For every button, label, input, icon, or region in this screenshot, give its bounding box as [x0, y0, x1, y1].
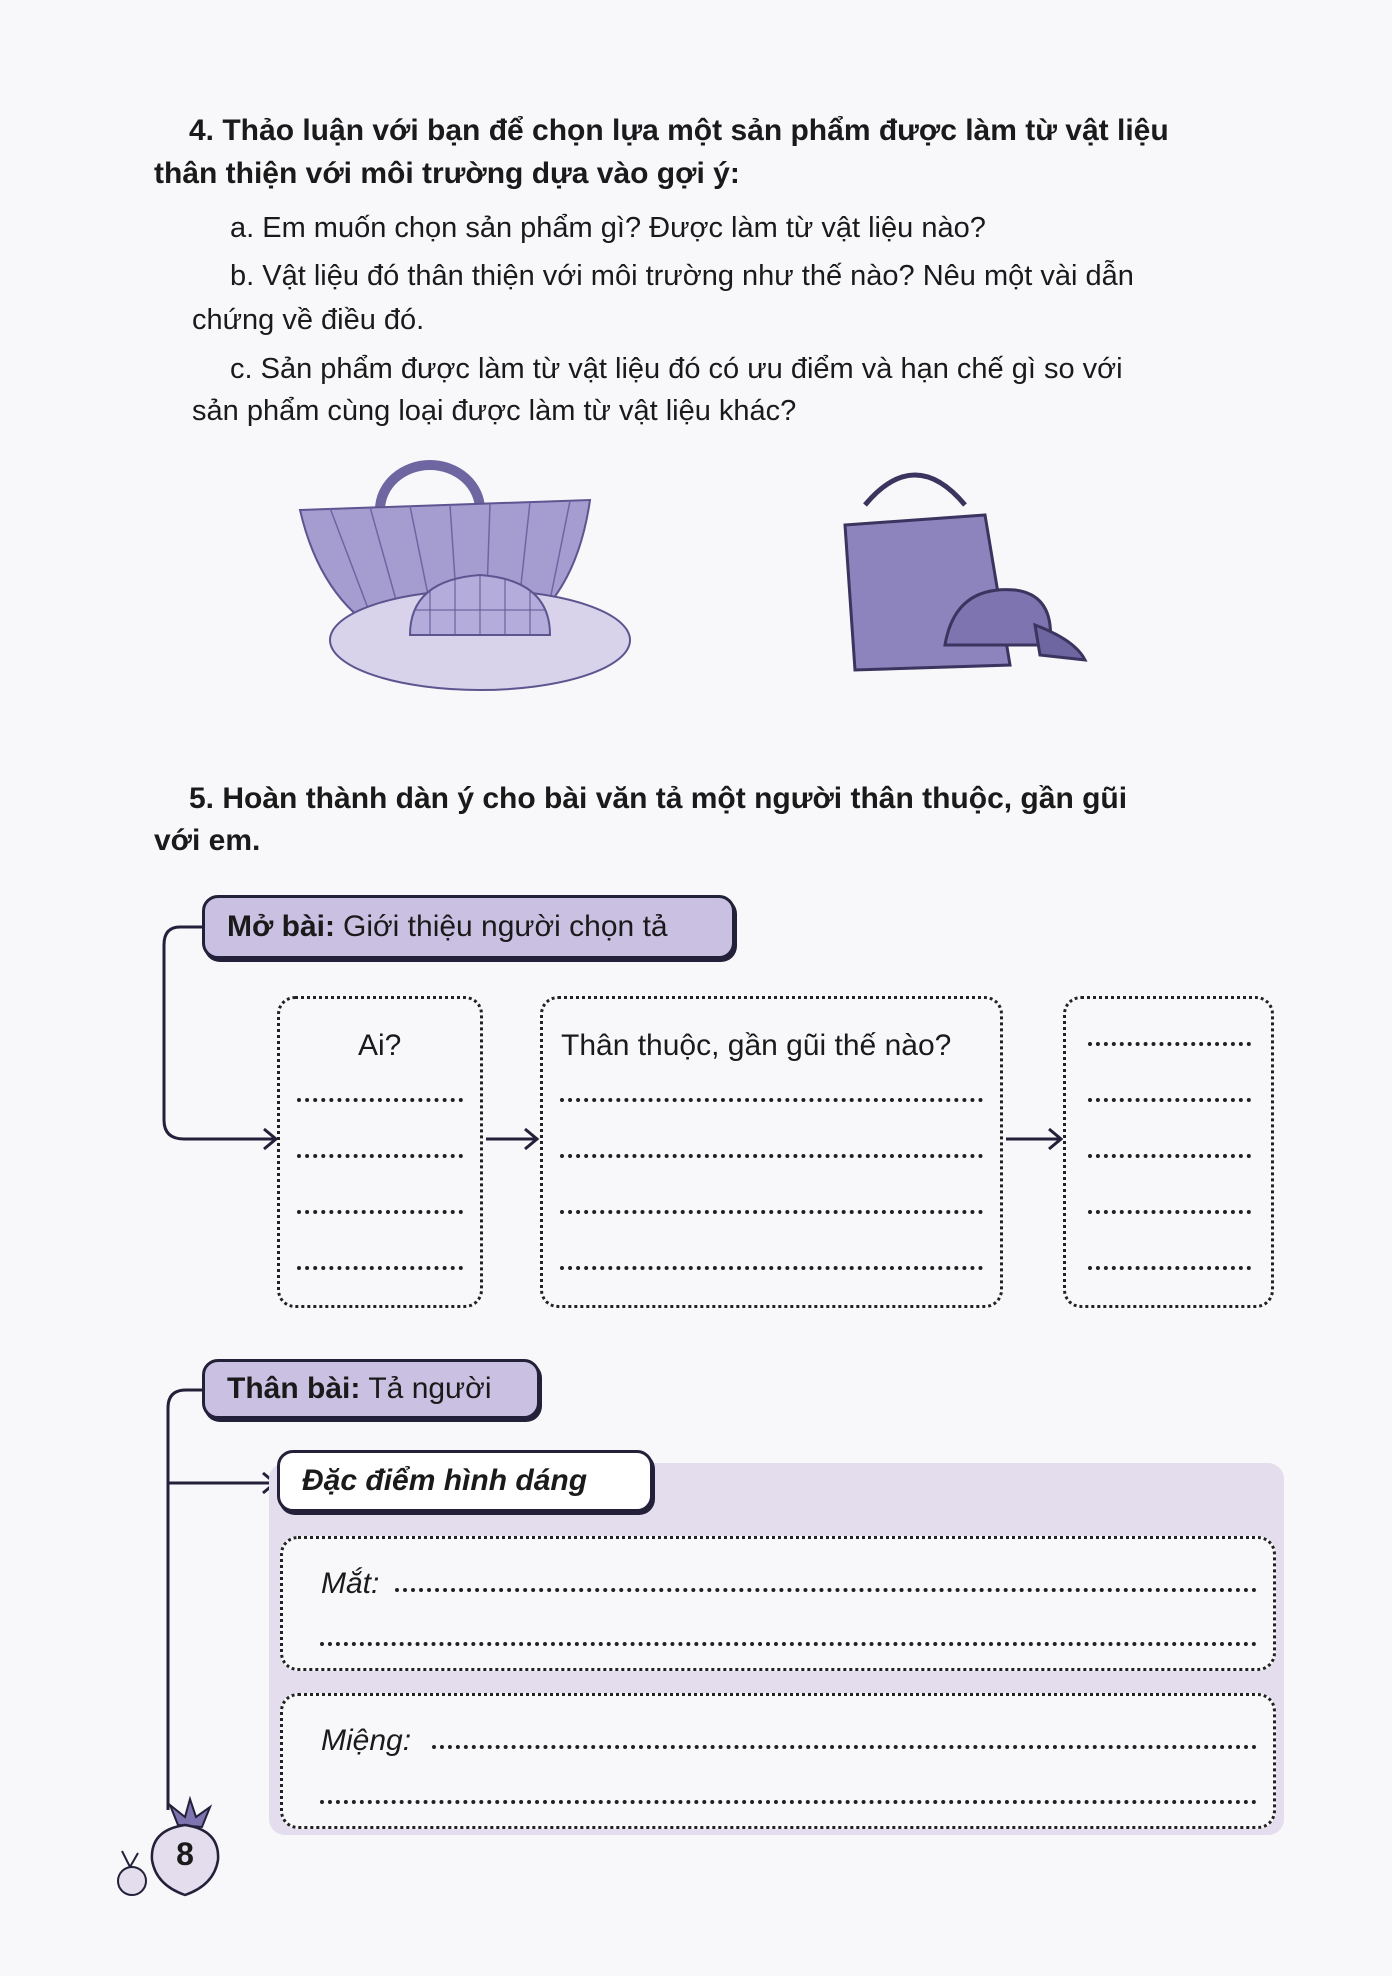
eyes-answer-line[interactable]	[320, 1642, 1257, 1646]
q4-item-b: b. Vật liệu đó thân thiện với môi trường như thế nào? Nêu một vài dẫn	[230, 260, 1134, 292]
eyes-label: Mắt:	[321, 1567, 380, 1600]
how-box	[540, 996, 1003, 1308]
answer-line[interactable]	[297, 1210, 463, 1214]
who-box	[277, 996, 483, 1308]
mouth-answer-line[interactable]	[320, 1800, 1257, 1804]
mo-bai-text: Giới thiệu người chọn tả	[343, 910, 668, 943]
q4-item-b-cont: chứng về điều đó.	[192, 304, 425, 336]
answer-line[interactable]	[297, 1098, 463, 1102]
q5-heading-line1: 5. Hoàn thành dàn ý cho bài văn tả một người thân thuộc, gần gũi	[189, 782, 1128, 815]
than-bai-label: Thân bài:	[227, 1372, 361, 1405]
q4-item-c-cont: sản phẩm cùng loại được làm từ vật liệu khác?	[192, 395, 797, 427]
than-bai-text: Tả người	[368, 1372, 492, 1405]
answer-line[interactable]	[1088, 1098, 1251, 1102]
dac-diem-label: Đặc điểm hình dáng	[302, 1464, 588, 1497]
answer-line[interactable]	[1088, 1210, 1251, 1214]
mouth-box	[280, 1693, 1276, 1829]
q4-item-c: c. Sản phẩm được làm từ vật liệu đó có ưu điểm và hạn chế gì so với	[230, 353, 1123, 385]
q4-item-a: a. Em muốn chọn sản phẩm gì? Được làm từ vật liệu nào?	[230, 212, 986, 244]
who-label: Ai?	[358, 1029, 402, 1062]
than-bai-tag	[202, 1359, 540, 1419]
answer-line[interactable]	[297, 1154, 463, 1158]
answer-line[interactable]	[1088, 1042, 1251, 1046]
answer-line[interactable]	[560, 1210, 983, 1214]
eyes-box	[280, 1536, 1276, 1671]
eyes-answer-line[interactable]	[395, 1588, 1257, 1592]
how-label: Thân thuộc, gần gũi thế nào?	[561, 1029, 952, 1062]
answer-line[interactable]	[560, 1154, 983, 1158]
answer-line[interactable]	[560, 1266, 983, 1270]
dac-diem-tag	[277, 1450, 653, 1512]
bag-and-cap-illustration	[835, 445, 1095, 685]
mouth-answer-line[interactable]	[432, 1745, 1257, 1749]
mo-bai-tag	[202, 895, 735, 959]
woven-bag-and-hat-illustration	[290, 440, 650, 700]
mouth-label: Miệng:	[321, 1724, 412, 1757]
q5-heading-line2: với em.	[154, 824, 261, 857]
answer-line[interactable]	[297, 1266, 463, 1270]
page-number: 8	[176, 1836, 194, 1872]
answer-line[interactable]	[560, 1098, 983, 1102]
mo-bai-label: Mở bài:	[227, 910, 335, 943]
answer-line[interactable]	[1088, 1154, 1251, 1158]
q4-heading-line1: 4. Thảo luận với bạn để chọn lựa một sản phẩm được làm từ vật liệu	[189, 114, 1169, 147]
q4-heading-line2: thân thiện với môi trường dựa vào gợi ý:	[154, 157, 740, 190]
answer-line[interactable]	[1088, 1266, 1251, 1270]
